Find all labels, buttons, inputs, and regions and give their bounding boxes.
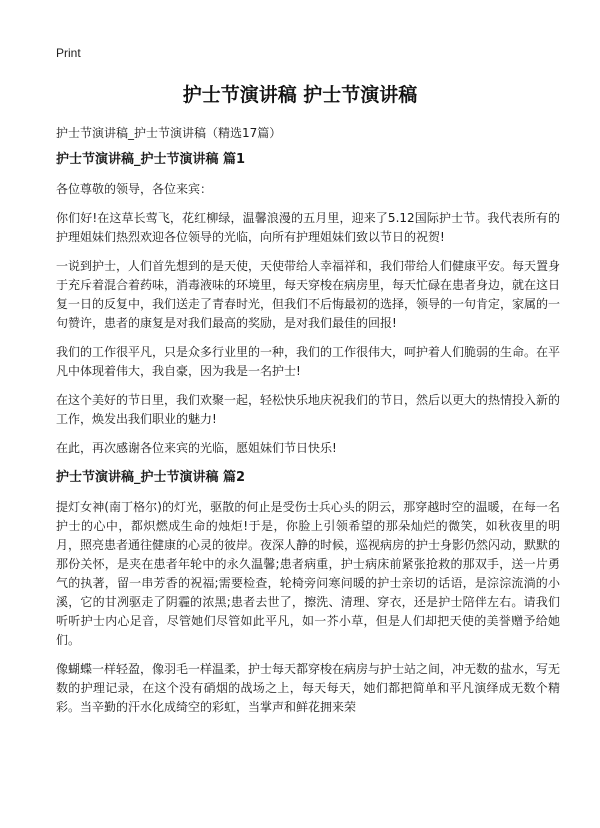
paragraph: 像蝴蝶一样轻盈，像羽毛一样温柔，护士每天都穿梭在病房与护士站之间，冲无数的盐水，写无数的护理记录，在这个没有硝烟的战场之上，每天每天，她们都把简单和平凡演绎成无数个精彩。当辛勤的汗水化成绮空的彩虹，当掌声和鲜花拥来荣 <box>56 662 561 714</box>
paragraph: 一说到护士，人们首先想到的是天使，天使带给人幸福祥和，我们带给人们健康平安。每天置身于充斥着混合着药味，消毒液味的环境里，每天穿梭在病房里，每天忙碌在患者身边，就在这日复一日的反复中，我们送走了青春时光，但我们不后悔最初的选择，领导的一句肯定，家属的一句赞许，患者的康复是对我们最高的奖励，是对我们最佳的回报! <box>56 259 561 330</box>
section-2-heading: 护士节演讲稿_护士节演讲稿 篇2 <box>56 470 246 485</box>
paragraph: 我们的工作很平凡，只是众多行业里的一种，我们的工作很伟大，呵护着人们脆弱的生命。在平凡中体现着伟大，我自豪，因为我是一名护士! <box>56 345 561 378</box>
paragraph: 提灯女神(南丁格尔)的灯光，驱散的何止是受伤士兵心头的阴云，那穿越时空的温暖，在每一名护士的心中，都炽燃成生命的烛炬!于是，你脸上引领希望的那朵灿烂的微笑，如秋夜里的明月，照亮患者通往健康的心灵的彼岸。夜深人静的时候，巡视病房的护士身影仍然闪动，默默的那份关怀，是夹在患者年轮中的永久温馨;患者病重，护士病床前紧张抢救的那双手，送一片勇气的执著，留一串芳香的祝福;需要检查，轮椅旁问寒问暖的护士亲切的话语，是淙淙流淌的小溪，它的甘冽驱走了阴霾的浓黑;患者去世了，擦洗、清理、穿衣，还是护士陪伴左右。请我们听听护士内心足音，尽管她们尽管如此平凡，如一芥小草，但是人们却把天使的美誉赠予给她们。 <box>56 500 561 647</box>
paragraph: 你们好!在这草长莺飞，花红柳绿，温馨浪漫的五月里，迎来了5.12国际护士节。我代表所有的护理姐妹们热烈欢迎各位领导的光临，向所有护理姐妹们致以节日的祝贺! <box>56 211 560 244</box>
paragraph: 在这个美好的节日里，我们欢聚一起，轻松快乐地庆祝我们的节日，然后以更大的热情投入新的工作，焕发出我们职业的魅力! <box>56 393 561 426</box>
paragraph: 在此，再次感谢各位来宾的光临，愿姐妹们节日快乐! <box>56 441 337 455</box>
document-body <box>56 150 560 727</box>
page-subtitle: 护士节演讲稿_护士节演讲稿（精选17篇） <box>56 126 282 140</box>
page-title: 护士节演讲稿 护士节演讲稿 <box>182 84 418 106</box>
section-1-heading: 护士节演讲稿_护士节演讲稿 篇1 <box>56 152 246 167</box>
paragraph: 各位尊敬的领导，各位来宾： <box>56 182 213 196</box>
print-label[interactable]: Print <box>56 46 81 60</box>
